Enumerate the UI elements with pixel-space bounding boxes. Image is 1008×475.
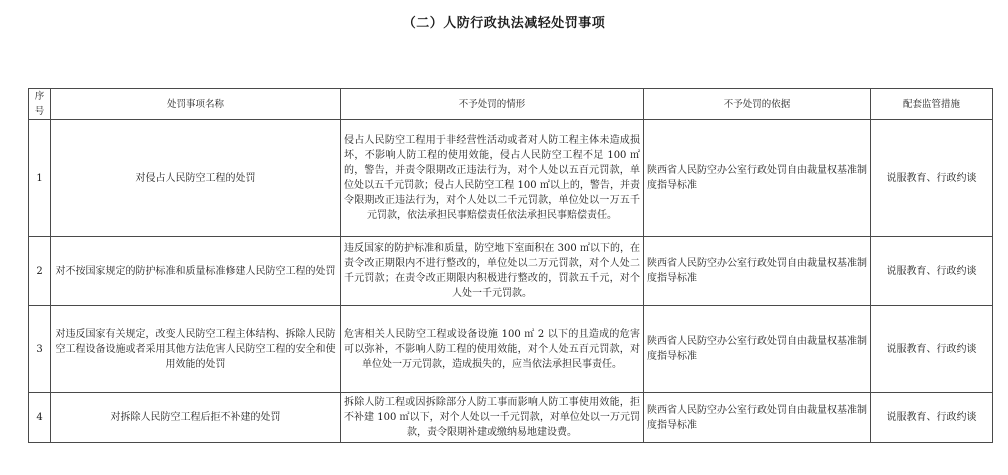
cell-serial-no: 1 [29,120,51,237]
table-row [29,120,993,237]
cell-basis: 陕西省人民防空办公室行政处罚自由裁量权基准制度指导标准 [644,120,871,237]
cell-item-name: 对侵占人民防空工程的处罚 [51,120,341,237]
cell-conditions: 拆除人防工程或因拆除部分人防工事而影响人防工事使用效能，拒不补建 100 ㎡以下，对个人处以一千元罚款，对单位处以一万元罚款，责令限期补建或缴纳易地建设费。 [341,393,644,443]
header-serial-no: 序号 [29,89,51,120]
cell-serial-no: 3 [29,306,51,393]
table-row [29,306,993,393]
cell-measures: 说服教育、行政约谈 [871,393,993,443]
cell-measures: 说服教育、行政约谈 [871,306,993,393]
cell-basis: 陕西省人民防空办公室行政处罚自由裁量权基准制度指导标准 [644,237,871,306]
header-measures: 配套监管措施 [871,89,993,120]
table-row [29,237,993,306]
penalty-table [28,88,993,443]
cell-basis: 陕西省人民防空办公室行政处罚自由裁量权基准制度指导标准 [644,393,871,443]
cell-conditions: 危害相关人民防空工程或设备设施 100 ㎡ 2 以下的且造成的危害可以弥补，不影响人防工程的使用效能，对个人处五百元罚款，对单位处一万元罚款，造成损失的，应当依法承担民事责任。 [341,306,644,393]
cell-item-name: 对拆除人民防空工程后拒不补建的处罚 [51,393,341,443]
cell-item-name: 对违反国家有关规定，改变人民防空工程主体结构、拆除人民防空工程设备设施或者采用其他方法危害人民防空工程的安全和使用效能的处罚 [51,306,341,393]
header-conditions: 不予处罚的情形 [341,89,644,120]
table-row [29,393,993,443]
cell-serial-no: 2 [29,237,51,306]
cell-measures: 说服教育、行政约谈 [871,237,993,306]
cell-item-name: 对不按国家规定的防护标准和质量标准修建人民防空工程的处罚 [51,237,341,306]
cell-measures: 说服教育、行政约谈 [871,120,993,237]
table-header-row [29,89,993,120]
cell-conditions: 违反国家的防护标准和质量，防空地下室面积在 300 ㎡以下的，在责令改正期限内不进行整改的，单位处以二万元罚款，对个人处二千元罚款；在责令改正期限内积极进行整改的，罚款五千元，对个人处一千元罚款。 [341,237,644,306]
page-title: （二）人防行政执法减轻处罚事项 [402,16,606,31]
header-item-name: 处罚事项名称 [51,89,341,120]
cell-conditions: 侵占人民防空工程用于非经营性活动或者对人防工程主体未造成损坏，不影响人防工程的使用效能，侵占人民防空工程不足 100 ㎡的，警告，并责令限期改正违法行为，对个人处以五百元罚款，单位处以五千元罚款；侵占人民防空工程 100 ㎡以上的，警告，并责令限期改正违法行为，对个人处以二千元罚款，单位处以一万五千元罚款，依法承担民事赔偿责任依法承担民事赔偿责任。 [341,120,644,237]
cell-serial-no: 4 [29,393,51,443]
header-basis: 不予处罚的依据 [644,89,871,120]
cell-basis: 陕西省人民防空办公室行政处罚自由裁量权基准制度指导标准 [644,306,871,393]
